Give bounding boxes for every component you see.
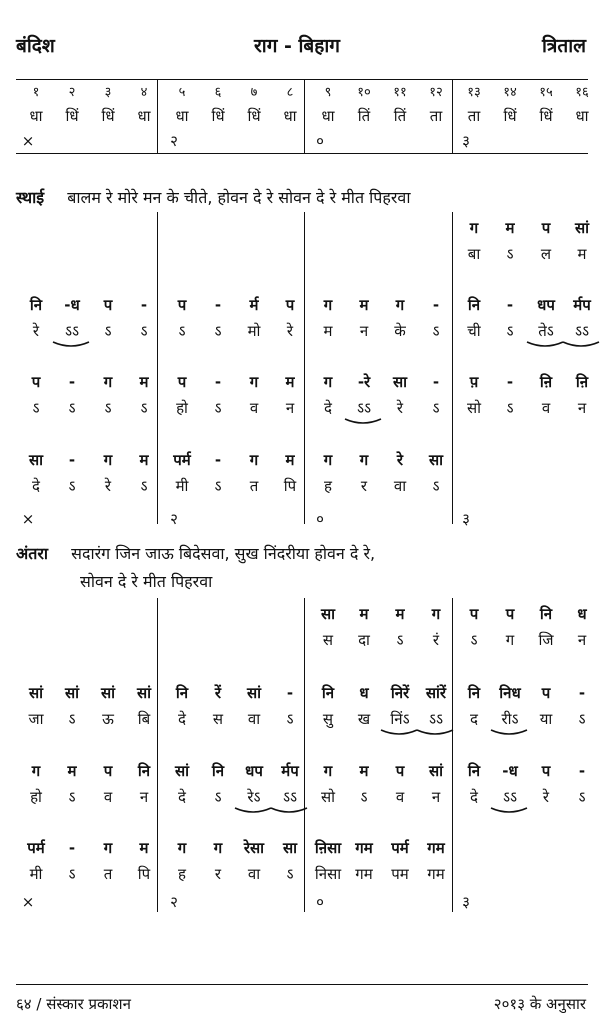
sthayi-swara: रे <box>396 451 404 469</box>
antara-lyrics-line1: सदारंग जिन जाऊ बिदेसवा, सुख निंदरीया होवन दे रे, <box>71 544 376 563</box>
taal-bol: ता <box>467 107 481 125</box>
sthayi-vibhag-marker: २ <box>170 510 178 528</box>
beat-number: ९ <box>324 85 332 100</box>
sthayi-swara: धप <box>537 296 555 314</box>
antara-swara: सा <box>282 839 298 857</box>
sthayi-swara: -रे <box>357 373 371 391</box>
taal-table-top-rule <box>16 79 588 80</box>
antara-swara: प <box>505 605 515 623</box>
antara-swara: -ध <box>502 762 518 780</box>
antara-swara: र्मप <box>281 762 299 780</box>
sthayi-swara: सां <box>574 219 590 237</box>
sthayi-swara: सा <box>428 451 444 469</box>
antara-syllable: न <box>431 788 441 806</box>
antara-swara: ध <box>359 684 369 702</box>
antara-syllable: सु <box>322 710 334 728</box>
antara-syllable: पि <box>137 865 151 883</box>
sthayi-swara: प <box>177 296 187 314</box>
composition-type-label: बंदिश <box>16 35 55 57</box>
taal-bol: तिं <box>357 107 371 125</box>
antara-lyrics-line2: सोवन दे रे मीत पिहरवा <box>80 572 213 591</box>
antara-swara: रेसा <box>243 839 265 857</box>
sthayi-swara: म <box>285 373 295 391</box>
sthayi-swara: -ध <box>64 296 80 314</box>
meend-slur-mark <box>269 807 309 815</box>
sthayi-syllable: रे <box>32 322 40 340</box>
meend-slur-mark <box>343 418 383 426</box>
sthayi-syllable: ऽ <box>432 399 440 417</box>
antara-syllable: रेऽ <box>236 788 272 806</box>
sthayi-syllable: ऽ <box>68 399 76 417</box>
antara-syllable: ऽ <box>214 788 222 806</box>
antara-syllable: ऽ <box>68 710 76 728</box>
antara-syllable: स <box>322 631 334 649</box>
antara-syllable: ऊ <box>102 710 114 728</box>
antara-syllable: निसा <box>314 865 342 883</box>
sthayi-syllable: ऽ <box>214 399 222 417</box>
taal-bol: धा <box>283 107 297 125</box>
sthayi-swara: प <box>103 296 113 314</box>
antara-swara: प <box>469 605 479 623</box>
sthayi-syllable: दे <box>32 477 40 495</box>
vibhag-marker: × <box>21 132 35 150</box>
sthayi-syllable: ऽ <box>104 322 112 340</box>
antara-syllable: व <box>395 788 405 806</box>
sthayi-syllable: ऽ <box>432 477 440 495</box>
antara-syllable: दा <box>358 631 370 649</box>
sthayi-swara: - <box>432 296 440 314</box>
sthayi-syllable: ऽ <box>104 399 112 417</box>
antara-syllable: त <box>103 865 113 883</box>
sthayi-swara: म <box>359 296 369 314</box>
antara-swara: - <box>68 839 76 857</box>
antara-swara: पर्म <box>391 839 409 857</box>
antara-syllable: सो <box>320 788 336 806</box>
sthayi-syllable: ऽ <box>140 322 148 340</box>
beat-number: १२ <box>429 85 443 100</box>
sthayi-swara: र्मप <box>573 296 591 314</box>
sthayi-syllable: व <box>541 399 551 417</box>
sthayi-syllable: ऽ <box>432 322 440 340</box>
antara-syllable: दे <box>178 710 186 728</box>
antara-syllable: वा <box>247 865 261 883</box>
antara-swara: म <box>139 839 149 857</box>
sthayi-syllable: ऽ <box>32 399 40 417</box>
sthayi-vibhag-marker: ३ <box>462 510 470 528</box>
sthayi-vibhag-marker: × <box>21 510 35 528</box>
beat-number: १ <box>32 85 40 100</box>
antara-syllable: मी <box>29 865 43 883</box>
sthayi-syllable: दे <box>324 399 332 417</box>
sthayi-syllable: पि <box>283 477 297 495</box>
antara-swara: नि <box>211 762 225 780</box>
meend-slur-mark <box>561 341 600 349</box>
antara-syllable: र <box>214 865 222 883</box>
antara-swara: गम <box>355 839 373 857</box>
antara-heading <box>16 542 375 564</box>
antara-syllable: ऽ <box>360 788 368 806</box>
antara-syllable: रं <box>432 631 440 649</box>
sthayi-syllable: र <box>360 477 368 495</box>
sthayi-syllable: न <box>285 399 295 417</box>
sthayi-swara: र्म <box>249 296 259 314</box>
vibhag-divider <box>304 79 305 153</box>
sthayi-swara: नि <box>29 296 43 314</box>
beat-number: ५ <box>178 85 186 100</box>
taal-bol: धिं <box>65 107 79 125</box>
sthayi-swara: - <box>506 296 514 314</box>
antara-swara: प <box>103 762 113 780</box>
taal-bol: धिं <box>503 107 517 125</box>
antara-swara: सां <box>28 684 44 702</box>
sthayi-syllable: के <box>394 322 406 340</box>
sthayi-swara: नि <box>467 296 481 314</box>
antara-swara: ग <box>103 839 113 857</box>
sthayi-swara: - <box>506 373 514 391</box>
sthayi-syllable: ऽ <box>140 399 148 417</box>
antara-swara: ग <box>213 839 223 857</box>
antara-syllable: निंऽ <box>382 710 418 728</box>
antara-swara: सां <box>64 684 80 702</box>
antara-syllable: ऽ <box>286 865 294 883</box>
antara-swara: - <box>578 684 586 702</box>
sthayi-swara: ग <box>103 373 113 391</box>
antara-syllable: ऽ <box>68 788 76 806</box>
antara-swara: पर्म <box>27 839 45 857</box>
antara-swara: नि <box>321 684 335 702</box>
meend-slur-mark <box>489 807 529 815</box>
antara-swara: म <box>359 605 369 623</box>
taal-bol: तिं <box>393 107 407 125</box>
taal-name: त्रिताल <box>541 35 586 57</box>
beat-number: ६ <box>214 85 222 100</box>
sthayi-swara: - <box>140 296 148 314</box>
antara-syllable: वा <box>247 710 261 728</box>
sthayi-syllable: रे <box>104 477 112 495</box>
sthayi-syllable: ऽ <box>214 322 222 340</box>
sthayi-syllable: रे <box>286 322 294 340</box>
antara-syllable: बि <box>137 710 151 728</box>
sthayi-swara: - <box>432 373 440 391</box>
antara-syllable: गम <box>427 865 445 883</box>
antara-swara: नि <box>467 762 481 780</box>
beat-number: १५ <box>539 85 553 100</box>
antara-swara: गम <box>427 839 445 857</box>
antara-swara: रें <box>214 684 222 702</box>
antara-syllable: न <box>577 631 587 649</box>
sthayi-swara: सा <box>28 451 44 469</box>
antara-swara: सा <box>320 605 336 623</box>
antara-syllable: रे <box>542 788 550 806</box>
sthayi-syllable: त <box>249 477 259 495</box>
antara-syllable: ऽऽ <box>492 788 528 806</box>
antara-syllable: द <box>470 710 478 728</box>
taal-bol: धिं <box>539 107 553 125</box>
vibhag-marker: २ <box>170 132 178 150</box>
antara-swara: प <box>541 762 551 780</box>
sthayi-syllable: ऽऽ <box>54 322 90 340</box>
antara-swara: प <box>395 762 405 780</box>
sthayi-swara: ग <box>103 451 113 469</box>
sthayi-heading <box>16 186 410 208</box>
antara-syllable: दे <box>178 788 186 806</box>
antara-vibhag-marker: ३ <box>462 893 470 911</box>
beat-number: ४ <box>140 85 148 100</box>
sthayi-syllable: ऽ <box>506 322 514 340</box>
antara-swara: नि <box>175 684 189 702</box>
antara-swara: ग <box>177 839 187 857</box>
sthayi-syllable: ऽऽ <box>564 322 600 340</box>
footer-rule <box>16 984 588 985</box>
sthayi-swara: प <box>177 373 187 391</box>
sthayi-swara: म <box>139 373 149 391</box>
sthayi-syllable: ऽ <box>506 399 514 417</box>
sthayi-vibhag-marker: ० <box>316 510 324 528</box>
antara-syllable: ऽ <box>396 631 404 649</box>
antara-swara: म <box>395 605 405 623</box>
beat-number: १३ <box>467 85 481 100</box>
sthayi-swara: म <box>285 451 295 469</box>
antara-syllable: रीऽ <box>492 710 528 728</box>
antara-vibhag-divider <box>452 598 453 912</box>
sthayi-swara: ग <box>395 296 405 314</box>
antara-syllable: ह <box>178 865 186 883</box>
antara-swara: ग <box>31 762 41 780</box>
antara-syllable: या <box>539 710 553 728</box>
sthayi-syllable: ल <box>540 245 552 263</box>
antara-syllable: ऽ <box>286 710 294 728</box>
sthayi-vibhag-divider <box>157 212 158 524</box>
sthayi-swara: म <box>505 219 515 237</box>
taal-bol: धा <box>575 107 589 125</box>
vibhag-divider <box>452 79 453 153</box>
sthayi-swara: - <box>214 373 222 391</box>
sthayi-swara: म <box>139 451 149 469</box>
vibhag-divider <box>157 79 158 153</box>
sthayi-swara: - <box>214 451 222 469</box>
taal-bol: ता <box>429 107 443 125</box>
sthayi-syllable: ह <box>324 477 332 495</box>
footer-edition: २०१३ के अनुसार <box>493 995 586 1013</box>
antara-syllable: ऽ <box>578 788 586 806</box>
sthayi-swara: ग <box>249 373 259 391</box>
antara-swara: ऩिसा <box>314 839 342 857</box>
footer-publisher: ६४ / संस्कार प्रकाशन <box>16 995 131 1013</box>
antara-swara: ग <box>323 762 333 780</box>
sthayi-swara: प <box>285 296 295 314</box>
sthayi-syllable: मो <box>247 322 261 340</box>
antara-swara: सां <box>428 762 444 780</box>
antara-syllable: दे <box>470 788 478 806</box>
sthayi-syllable: हो <box>176 399 188 417</box>
sthayi-swara: ग <box>359 451 369 469</box>
sthayi-label: स्थाई <box>16 188 45 207</box>
antara-vibhag-divider <box>304 598 305 912</box>
sthayi-swara: प <box>541 219 551 237</box>
vibhag-marker: ० <box>316 132 324 150</box>
antara-swara: नि <box>137 762 151 780</box>
sthayi-syllable: ऽ <box>140 477 148 495</box>
taal-bol: धा <box>29 107 43 125</box>
antara-swara: सां <box>100 684 116 702</box>
antara-swara: म <box>359 762 369 780</box>
sthayi-swara: प़ <box>469 373 479 391</box>
sthayi-syllable: मी <box>175 477 189 495</box>
beat-number: ३ <box>104 85 112 100</box>
beat-number: २ <box>68 85 76 100</box>
antara-vibhag-divider <box>157 598 158 912</box>
antara-swara: नि <box>467 684 481 702</box>
antara-swara: - <box>286 684 294 702</box>
meend-slur-mark <box>525 341 565 349</box>
antara-swara: निध <box>499 684 521 702</box>
sthayi-syllable: म <box>323 322 333 340</box>
sthayi-syllable: ऽऽ <box>346 399 382 417</box>
antara-syllable: ऽ <box>68 865 76 883</box>
sthayi-syllable: न <box>359 322 369 340</box>
sthayi-syllable: म <box>577 245 587 263</box>
antara-syllable: जि <box>538 631 554 649</box>
sthayi-swara: - <box>68 451 76 469</box>
antara-syllable: ऽऽ <box>272 788 308 806</box>
antara-label: अंतरा <box>16 544 49 563</box>
antara-swara: सां <box>136 684 152 702</box>
sthayi-syllable: सो <box>466 399 482 417</box>
beat-number: ११ <box>393 85 407 100</box>
antara-syllable: व <box>103 788 113 806</box>
sthayi-syllable: ची <box>467 322 481 340</box>
sthayi-vibhag-divider <box>452 212 453 524</box>
antara-swara: नि <box>539 605 553 623</box>
sthayi-syllable: वा <box>393 477 407 495</box>
sthayi-swara: पर्म <box>173 451 191 469</box>
sthayi-syllable: ऽ <box>506 245 514 263</box>
antara-syllable: गम <box>355 865 373 883</box>
sthayi-swara: ग <box>323 451 333 469</box>
antara-syllable: न <box>139 788 149 806</box>
meend-slur-mark <box>415 729 455 737</box>
meend-slur-mark <box>489 729 529 737</box>
meend-slur-mark <box>233 807 273 815</box>
vibhag-marker: ३ <box>462 132 470 150</box>
sthayi-swara: सा <box>392 373 408 391</box>
antara-swara: ग <box>431 605 441 623</box>
taal-table-bottom-rule <box>16 153 588 154</box>
sthayi-syllable: ऽ <box>178 322 186 340</box>
beat-number: ८ <box>286 85 294 100</box>
sthayi-syllable: तेऽ <box>528 322 564 340</box>
antara-syllable: ऽऽ <box>418 710 454 728</box>
beat-number: ७ <box>250 85 258 100</box>
sthayi-syllable: बा <box>467 245 481 263</box>
antara-swara: म <box>67 762 77 780</box>
beat-number: १० <box>357 85 371 100</box>
antara-swara: सांरें <box>425 684 447 702</box>
sthayi-swara: - <box>214 296 222 314</box>
taal-bol: धा <box>137 107 151 125</box>
antara-syllable: ऽ <box>578 710 586 728</box>
sthayi-swara: - <box>68 373 76 391</box>
antara-syllable: स <box>212 710 224 728</box>
antara-syllable: जा <box>28 710 44 728</box>
sthayi-vibhag-divider <box>304 212 305 524</box>
sthayi-syllable: ऽ <box>68 477 76 495</box>
antara-syllable: ख <box>357 710 371 728</box>
antara-swara: ध <box>577 605 587 623</box>
sthayi-syllable: न <box>577 399 587 417</box>
antara-vibhag-marker: × <box>21 893 35 911</box>
taal-bol: धिं <box>247 107 261 125</box>
meend-slur-mark <box>51 341 91 349</box>
sthayi-swara: ऩि <box>575 373 589 391</box>
sthayi-syllable: ऽ <box>214 477 222 495</box>
beat-number: १४ <box>503 85 517 100</box>
meend-slur-mark <box>379 729 419 737</box>
antara-swara: प <box>541 684 551 702</box>
raga-title: राग - बिहाग <box>254 35 340 57</box>
antara-swara: सां <box>174 762 190 780</box>
sthayi-syllable: व <box>249 399 259 417</box>
sthayi-syllable: रे <box>396 399 404 417</box>
antara-vibhag-marker: ० <box>316 893 324 911</box>
beat-number: १६ <box>575 85 589 100</box>
antara-syllable: ऽ <box>470 631 478 649</box>
antara-syllable: पम <box>391 865 409 883</box>
antara-swara: - <box>578 762 586 780</box>
antara-vibhag-marker: २ <box>170 893 178 911</box>
sthayi-swara: ग <box>469 219 479 237</box>
sthayi-swara: ऩि <box>539 373 553 391</box>
sthayi-swara: प <box>31 373 41 391</box>
antara-syllable: हो <box>30 788 42 806</box>
taal-bol: धिं <box>211 107 225 125</box>
antara-swara: निरें <box>390 684 410 702</box>
taal-bol: धा <box>321 107 335 125</box>
antara-swara: धप <box>245 762 263 780</box>
taal-bol: धा <box>175 107 189 125</box>
antara-swara: सां <box>246 684 262 702</box>
sthayi-lyrics: बालम रे मोरे मन के चीते, होवन दे रे सोवन दे रे मीत पिहरवा <box>67 188 411 207</box>
sthayi-swara: ग <box>323 373 333 391</box>
sthayi-swara: ग <box>323 296 333 314</box>
sthayi-swara: ग <box>249 451 259 469</box>
antara-syllable: ग <box>505 631 515 649</box>
taal-bol: धिं <box>101 107 115 125</box>
